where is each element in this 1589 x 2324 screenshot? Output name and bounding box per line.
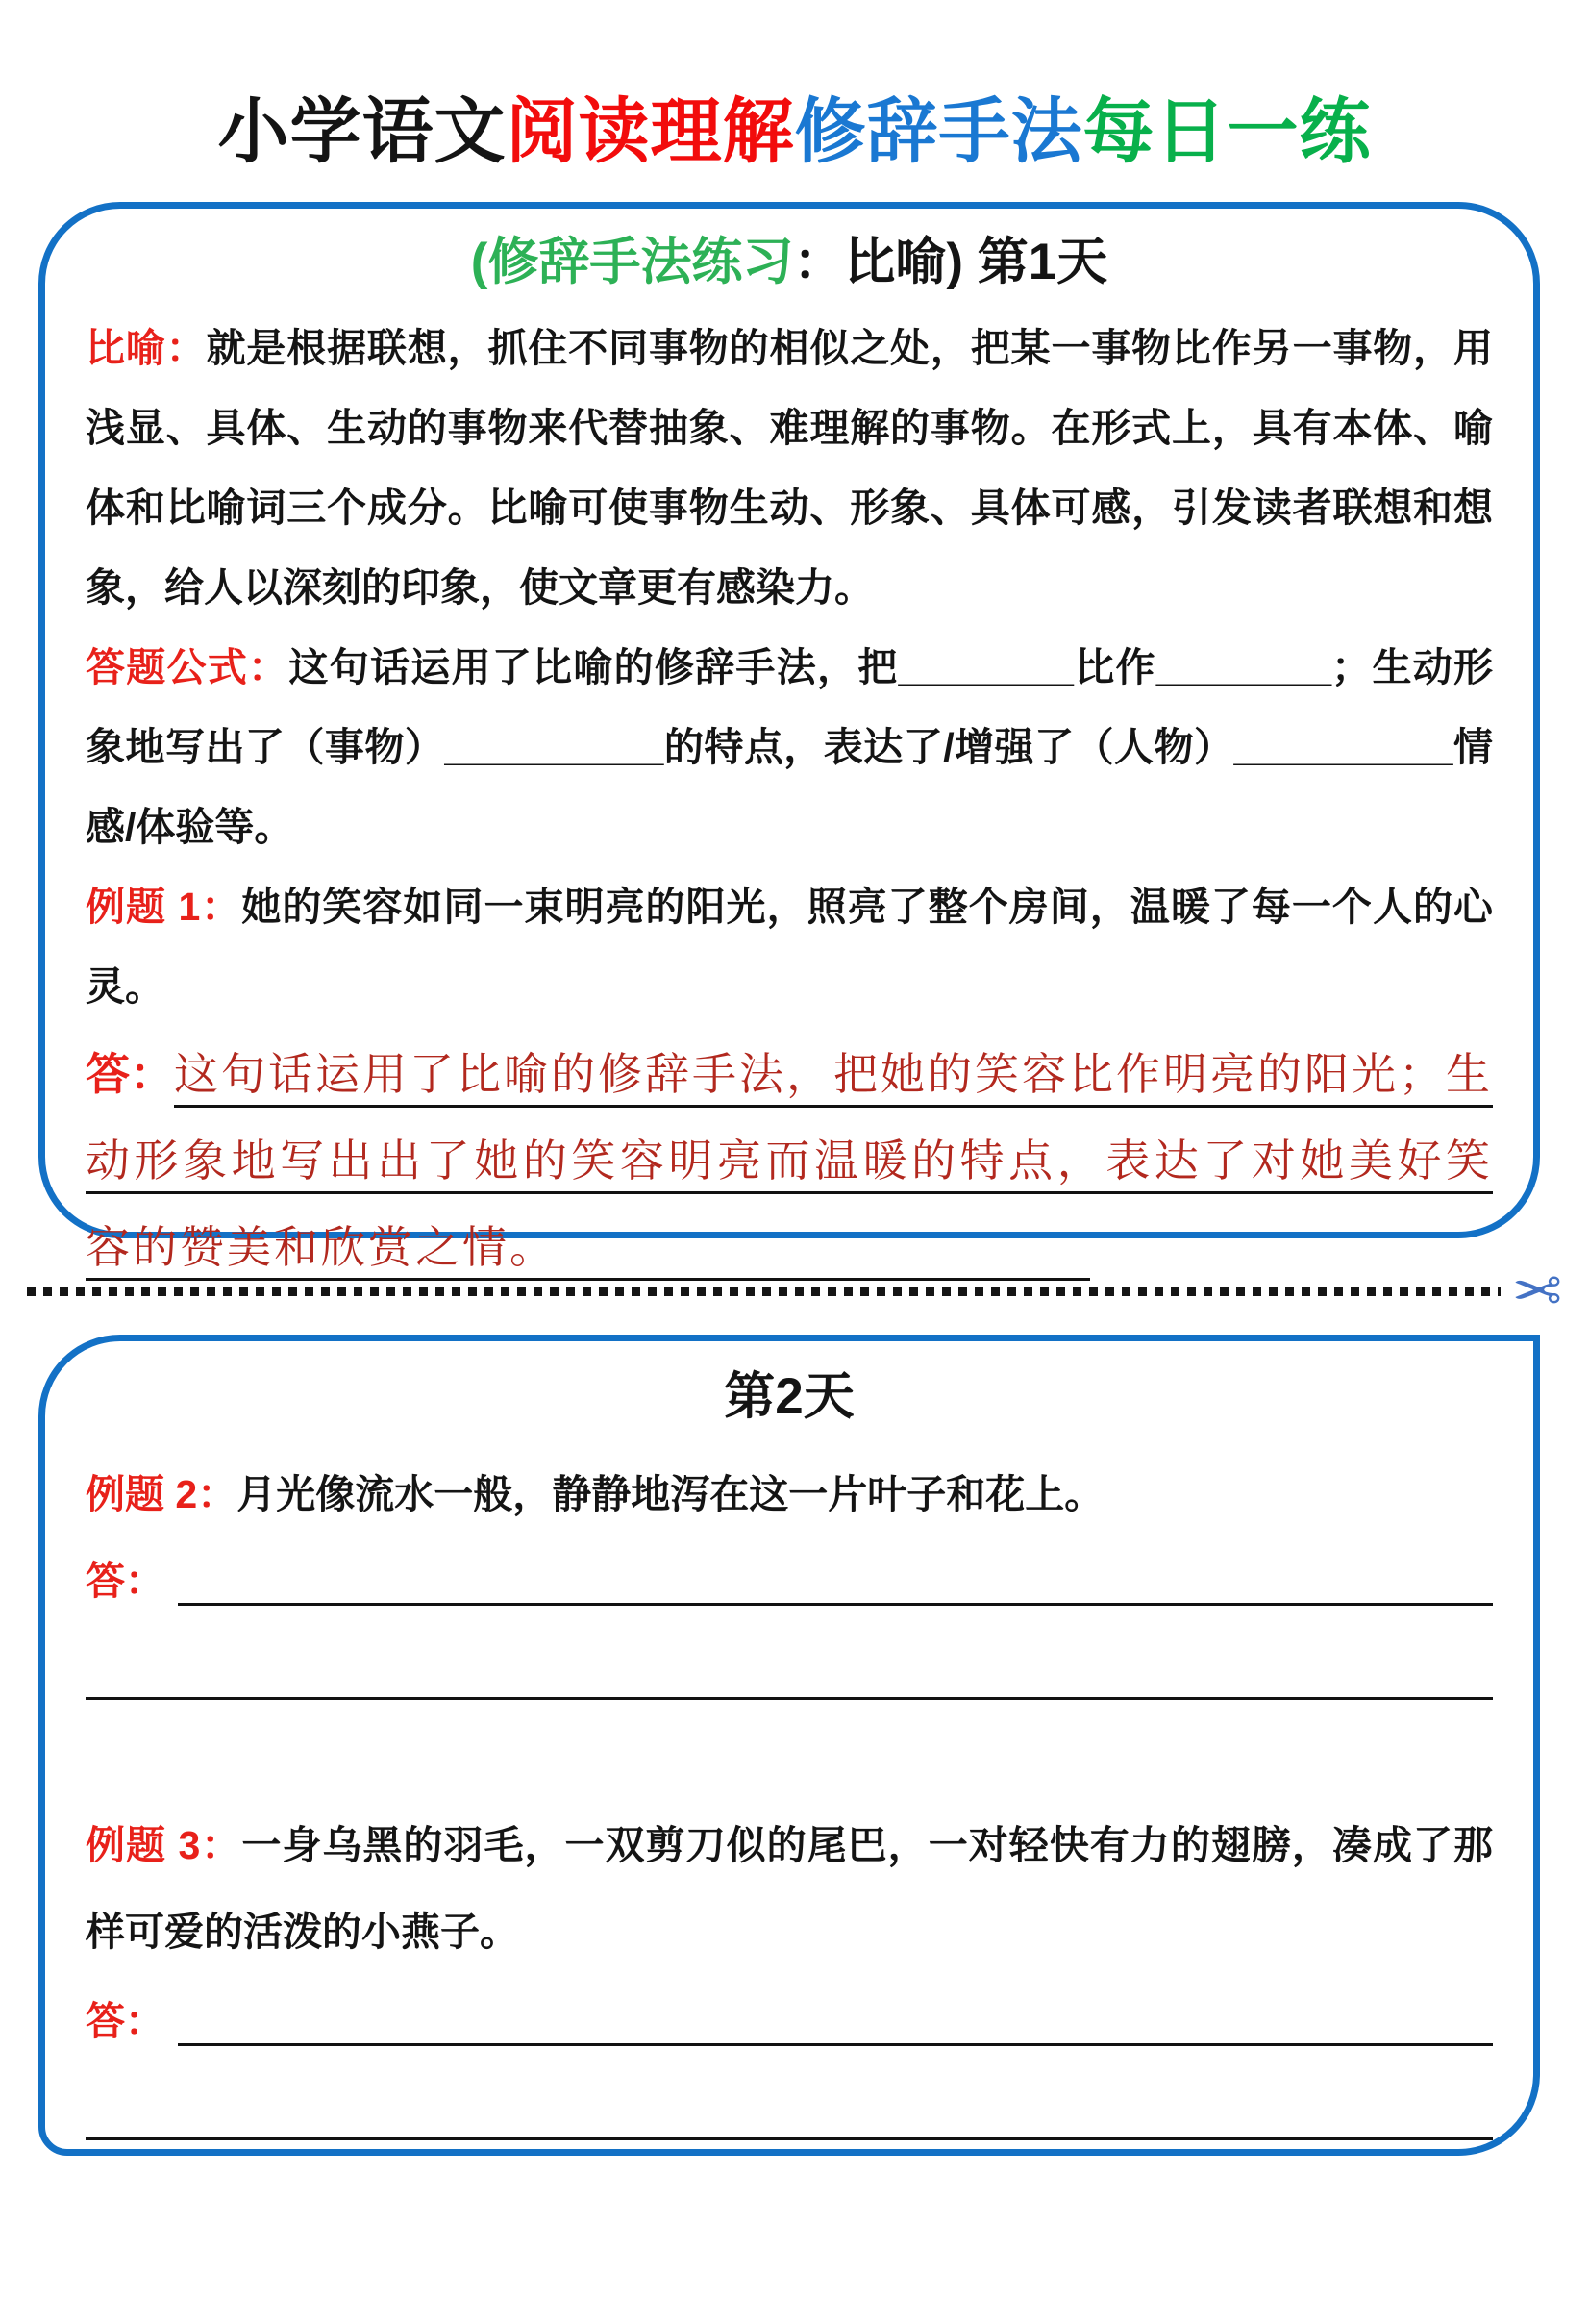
example2-label: 例题 2： xyxy=(86,1472,237,1516)
definition-text: 就是根据联想，抓住不同事物的相似之处，把某一事物比作另一事物，用浅显、具体、生动的事物来代替抽象、难理解的事物。在形式上，具有本体、喻体和比喻词三个成分。比喻可使事物生动、形象、具体可感，引发读者联想和想象，给人以深刻的印象，使文章更有感染力。 xyxy=(86,326,1494,610)
page-title xyxy=(0,75,1589,177)
day1-heading-green-part: (修辞手法练习 xyxy=(470,234,794,290)
formula-text: 这句话运用了比喻的修辞手法，把________比作________；生动形象地写出了（事物）__________的特点，表达了/增强了（人物）__________情感/体验等。 xyxy=(86,645,1494,849)
example2-answer-row xyxy=(86,1546,1493,1615)
formula-label: 答题公式： xyxy=(86,645,289,689)
title-segment-green: 每日一练 xyxy=(1082,91,1372,171)
example1-text: 她的笑容如同一束明亮的阳光，照亮了整个房间，温暖了每一个人的心灵。 xyxy=(86,885,1493,1009)
day2-heading: 第2天 xyxy=(724,1368,855,1425)
example2-answer-line-2 xyxy=(86,1697,1493,1700)
title-segment-blue: 修辞手法 xyxy=(794,91,1083,171)
answer-formula-paragraph xyxy=(86,628,1493,867)
example2-paragraph xyxy=(86,1455,1493,1535)
definition-label: 比喻： xyxy=(86,326,207,370)
example1-answer-handwritten-text: 这句话运用了比喻的修辞手法，把她的笑容比作明亮的阳光；生动形象地写出出了她的笑容明亮而温暖的特点，表达了对她美好笑容的赞美和欣赏之情。 xyxy=(86,1049,1493,1272)
title-segment-red: 阅读理解 xyxy=(506,91,795,171)
example3-answer-label: 答： xyxy=(86,1999,164,2043)
example3-answer-line-1 xyxy=(178,2043,1493,2046)
answer-underline-tail xyxy=(557,1278,1090,1281)
day1-panel xyxy=(38,202,1540,1272)
example1-answer-paragraph xyxy=(86,1031,1493,1290)
example1-label: 例题 1： xyxy=(86,885,242,929)
example2-text: 月光像流水一般，静静地泻在这一片叶子和花上。 xyxy=(236,1472,1105,1516)
example3-answer-row xyxy=(86,1987,1493,2056)
example1-paragraph xyxy=(86,867,1493,1027)
title-segment-black: 小学语文 xyxy=(217,91,507,171)
example3-answer-line-2 xyxy=(86,2137,1493,2140)
example3-text: 一身乌黑的羽毛，一双剪刀似的尾巴，一对轻快有力的翅膀，凑成了那样可爱的活泼的小燕子。 xyxy=(86,1823,1493,1954)
dotted-cut-rule xyxy=(27,1287,1501,1296)
example3-label: 例题 3： xyxy=(86,1823,242,1867)
day1-heading-black-part: ：比喻) 第1天 xyxy=(793,234,1108,290)
example2-answer-label: 答： xyxy=(86,1559,164,1603)
example2-answer-line-1 xyxy=(178,1603,1493,1606)
day2-panel xyxy=(38,1335,1540,2156)
day1-heading xyxy=(86,224,1493,301)
example3-paragraph xyxy=(86,1802,1493,1975)
metaphor-definition-paragraph xyxy=(86,309,1493,628)
scissors-icon: ✂ xyxy=(1512,1256,1562,1326)
example1-answer-label: 答： xyxy=(86,1049,174,1099)
